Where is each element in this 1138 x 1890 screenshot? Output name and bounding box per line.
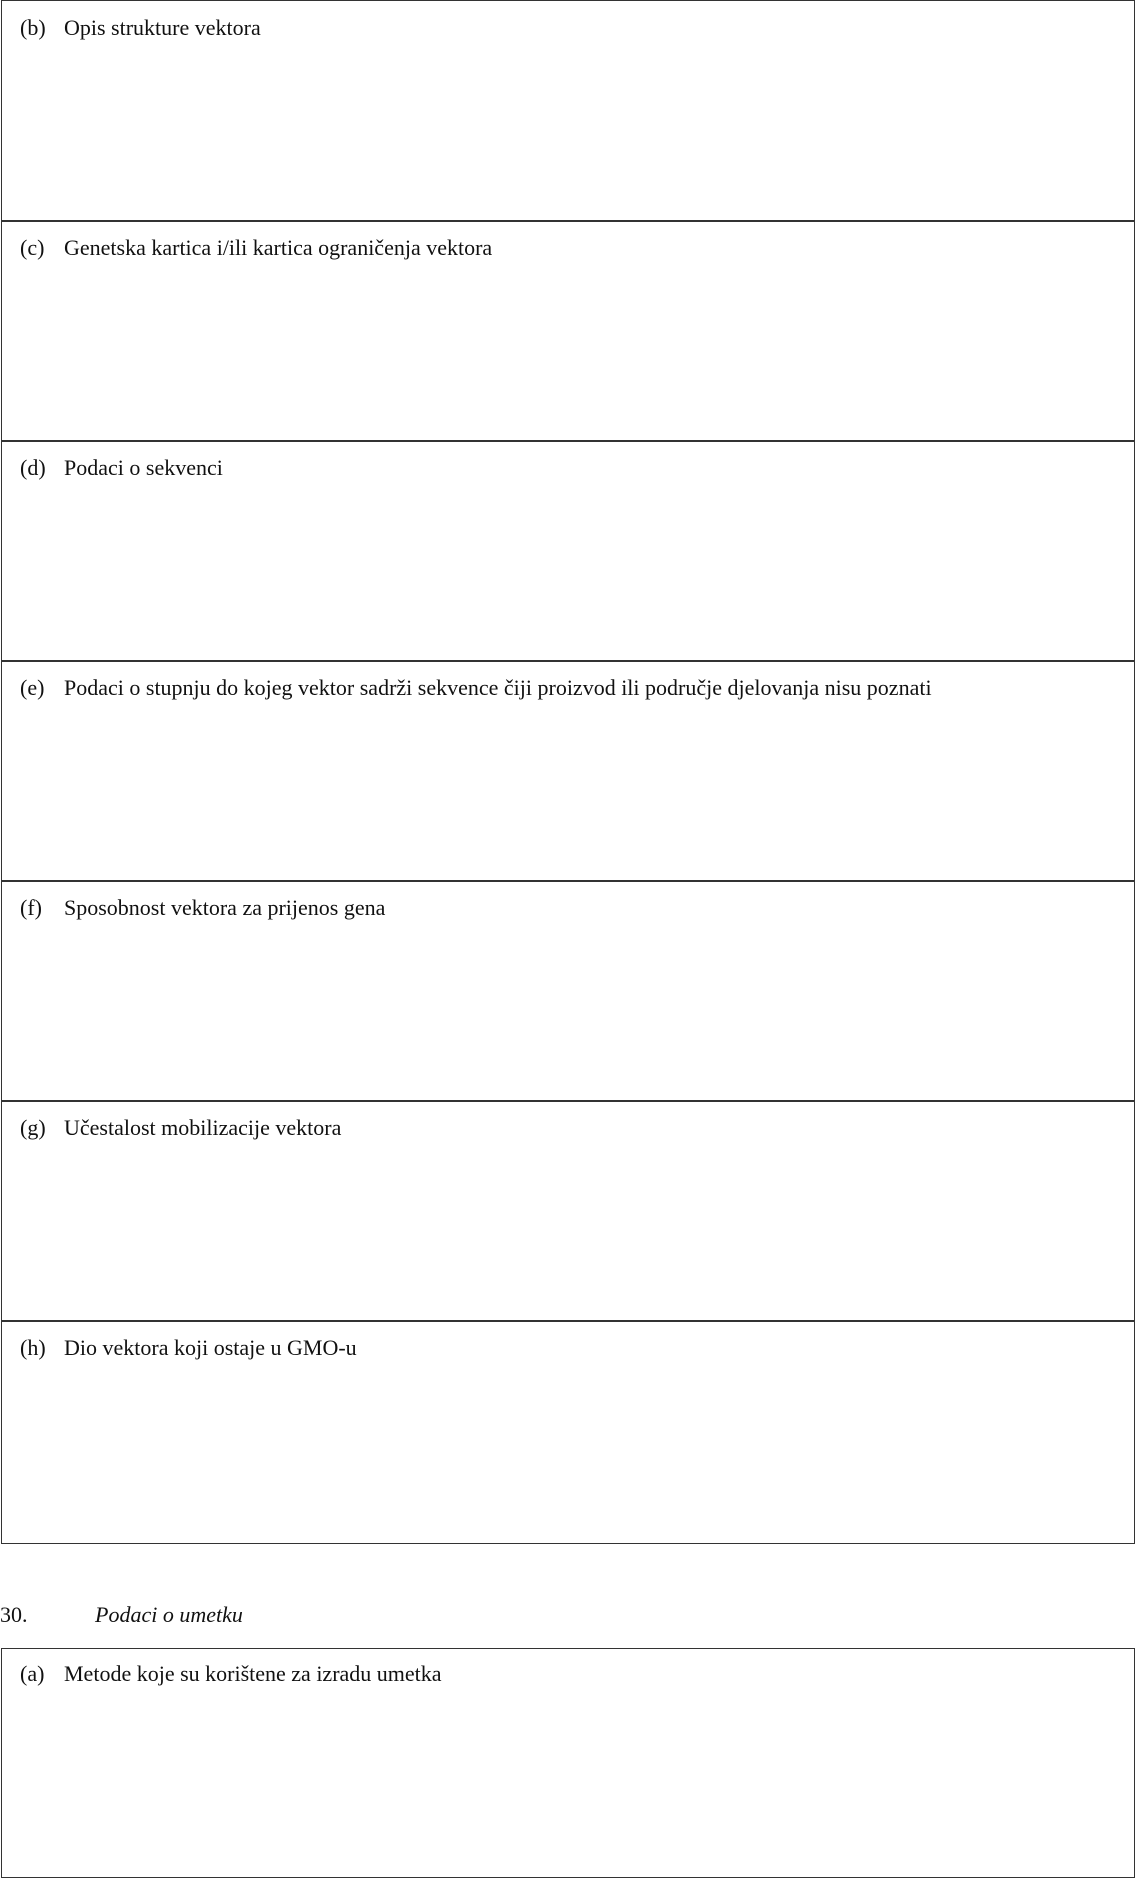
- item-letter: (h): [20, 1335, 46, 1360]
- form-field-box-h[interactable]: [1, 1320, 1135, 1544]
- field-label-a: [20, 1659, 442, 1689]
- item-letter: (f): [20, 895, 42, 920]
- field-label-e: [20, 673, 932, 703]
- form-field-box-b[interactable]: [1, 0, 1135, 222]
- section-title: Podaci o umetku: [95, 1602, 243, 1627]
- item-text: Učestalost mobilizacije vektora: [64, 1115, 342, 1140]
- field-label-c: [20, 233, 492, 263]
- item-text: Metode koje su korištene za izradu umetka: [64, 1661, 442, 1686]
- field-label-h: [20, 1333, 357, 1363]
- item-letter: (d): [20, 455, 46, 480]
- form-field-box-e[interactable]: [1, 660, 1135, 882]
- form-field-box-c[interactable]: [1, 220, 1135, 442]
- form-field-box-g[interactable]: [1, 1100, 1135, 1322]
- field-label-f: [20, 893, 385, 923]
- field-label-g: [20, 1113, 341, 1143]
- item-letter: (e): [20, 675, 45, 700]
- field-label-d: [20, 453, 223, 483]
- item-text: Podaci o stupnju do kojeg vektor sadrži sekvence čiji proizvod ili područje djelovanja nisu poznati: [64, 675, 932, 700]
- item-letter: (c): [20, 235, 45, 260]
- field-label-b: [20, 13, 261, 43]
- item-letter: (a): [20, 1661, 45, 1686]
- item-text: Sposobnost vektora za prijenos gena: [64, 895, 386, 920]
- form-field-box-a[interactable]: [1, 1648, 1135, 1878]
- item-text: Genetska kartica i/ili kartica ograničenja vektora: [64, 235, 493, 260]
- item-text: Opis strukture vektora: [64, 15, 261, 40]
- form-field-box-d[interactable]: [1, 440, 1135, 662]
- section-number: 30.: [0, 1602, 28, 1627]
- item-text: Dio vektora koji ostaje u GMO-u: [64, 1335, 357, 1360]
- form-field-box-f[interactable]: [1, 880, 1135, 1102]
- section-heading: [0, 1600, 243, 1630]
- item-text: Podaci o sekvenci: [64, 455, 223, 480]
- item-letter: (g): [20, 1115, 46, 1140]
- item-letter: (b): [20, 15, 46, 40]
